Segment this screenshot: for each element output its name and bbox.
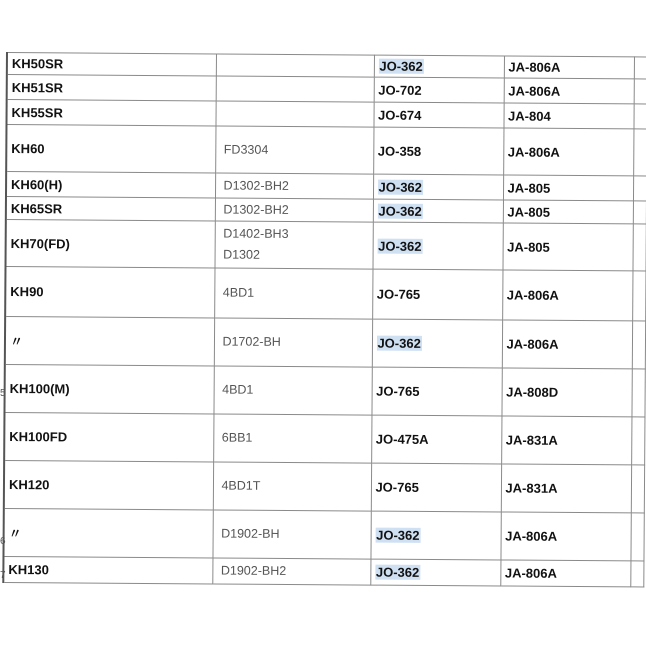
ja-filter-cell: JA-806A [504, 56, 634, 79]
engine-part-cell [213, 414, 371, 463]
table-row [4, 412, 644, 464]
jo-filter-cell [373, 127, 503, 175]
model-cell: 〃 [5, 317, 214, 366]
model-cell: KH90 [5, 267, 214, 318]
parts-cross-reference-sheet [2, 52, 646, 596]
engine-part-code: D1902-BH2 [220, 563, 287, 578]
jo-filter-cell [370, 559, 500, 586]
parts-table [2, 52, 646, 587]
ja-filter-cell: JA-806A [502, 320, 632, 369]
jo-filter-cell [372, 269, 502, 320]
table-row [3, 508, 643, 560]
engine-part-code: D1302-BH2 [223, 202, 289, 217]
jo-filter-cell [374, 55, 504, 78]
engine-part-cell [212, 510, 370, 559]
ja-filter-cell: JA-804 [503, 103, 633, 129]
jo-filter-cell [373, 199, 503, 223]
jo-filter-code: JO-362 [378, 179, 422, 195]
engine-part-cell [215, 173, 373, 199]
parts-table-body [3, 53, 646, 587]
trailing-cell [631, 369, 644, 417]
model-cell: KH55SR [6, 100, 215, 126]
margin-mark: 6 [0, 536, 6, 547]
model-cell: KH60(H) [6, 172, 215, 198]
table-row [4, 460, 644, 512]
jo-filter-code: JO-362 [375, 564, 420, 580]
model-cell: KH100(M) [4, 364, 213, 413]
ja-filter-cell: JA-808D [501, 368, 631, 417]
jo-filter-code: JO-362 [376, 527, 420, 543]
ja-filter-cell: JA-806A [500, 512, 630, 561]
model-cell: 〃 [3, 508, 212, 557]
jo-filter-cell [371, 463, 501, 512]
jo-filter-code: JO-702 [378, 82, 422, 98]
engine-part-cell [214, 318, 372, 367]
model-cell: KH60 [6, 125, 215, 173]
jo-filter-code: JO-765 [376, 286, 421, 302]
margin-mark: 5 [0, 388, 6, 399]
engine-part-code: 6BB1 [221, 430, 253, 445]
ja-filter-cell: JA-831A [501, 464, 631, 513]
trailing-cell [630, 561, 643, 587]
jo-filter-cell [374, 77, 504, 103]
table-row [5, 267, 645, 321]
jo-filter-code: JO-674 [378, 107, 422, 123]
trailing-cell [631, 417, 644, 465]
model-cell: KH70(FD) [6, 220, 215, 268]
jo-filter-code: JO-358 [377, 143, 422, 159]
jo-filter-cell [372, 222, 502, 270]
jo-filter-code: JO-765 [376, 383, 420, 399]
trailing-cell [633, 129, 646, 176]
jo-filter-code: JO-362 [377, 335, 421, 351]
jo-filter-cell [373, 174, 503, 200]
trailing-cell [631, 465, 644, 513]
engine-part-code: D1302-BH2 [223, 178, 289, 193]
model-cell: KH51SR [7, 75, 216, 101]
ja-filter-cell: JA-831A [501, 416, 631, 465]
table-row [4, 364, 644, 416]
jo-filter-code: JO-475A [375, 431, 429, 447]
jo-filter-cell [373, 102, 503, 128]
engine-part-cell [215, 198, 373, 222]
trailing-cell [634, 57, 646, 79]
ja-filter-cell: JA-805 [503, 175, 633, 201]
jo-filter-cell [371, 415, 501, 464]
jo-filter-code: JO-765 [375, 479, 419, 495]
engine-part-code: 4BD1 [222, 285, 255, 300]
trailing-cell [630, 513, 643, 561]
engine-part-cell [214, 221, 372, 269]
jo-filter-code: JO-362 [379, 58, 423, 74]
jo-filter-cell [372, 319, 502, 368]
engine-part-code: D1902-BH [221, 526, 280, 541]
jo-filter-cell [371, 367, 501, 416]
table-row [6, 220, 646, 271]
trailing-cell [634, 79, 646, 104]
trailing-cell [632, 321, 645, 369]
jo-filter-code: JO-362 [378, 203, 422, 219]
trailing-cell [632, 271, 645, 321]
table-row [3, 556, 643, 586]
model-cell: KH50SR [7, 53, 216, 76]
engine-part-code: D1702-BH [222, 334, 281, 349]
trailing-cell [633, 201, 646, 224]
engine-part-cell [215, 101, 373, 127]
table-row [6, 125, 646, 176]
table-row [5, 317, 645, 369]
ja-filter-cell: JA-805 [503, 200, 633, 224]
ja-filter-cell: JA-805 [502, 223, 632, 271]
engine-part-code: FD3304 [223, 142, 269, 157]
engine-part-cell [212, 558, 370, 585]
model-cell: KH65SR [6, 197, 215, 221]
model-cell: KH120 [4, 460, 213, 509]
engine-part-code: D1402-BH3 [223, 226, 289, 241]
engine-part-cell [213, 366, 371, 415]
engine-part-cell [214, 268, 372, 319]
margin-mark: 7 [0, 570, 6, 581]
engine-part-code: D1302 [223, 247, 260, 262]
trailing-cell [633, 176, 646, 201]
engine-part-cell [216, 76, 374, 102]
ja-filter-cell: JA-806A [503, 128, 633, 176]
ja-filter-cell: JA-806A [504, 78, 634, 104]
engine-part-cell [215, 126, 373, 174]
jo-filter-cell [370, 511, 500, 560]
engine-part-code: 4BD1T [221, 478, 261, 493]
ja-filter-cell: JA-806A [502, 270, 632, 321]
trailing-cell [633, 104, 646, 129]
jo-filter-code: JO-362 [378, 238, 422, 254]
engine-part-cell [213, 462, 371, 511]
engine-part-cell [216, 54, 374, 77]
model-cell: KH100FD [4, 412, 213, 461]
engine-part-code: 4BD1 [222, 382, 254, 397]
trailing-cell [632, 224, 645, 271]
model-cell: KH130 [3, 556, 212, 583]
ja-filter-cell: JA-806A [500, 560, 630, 587]
